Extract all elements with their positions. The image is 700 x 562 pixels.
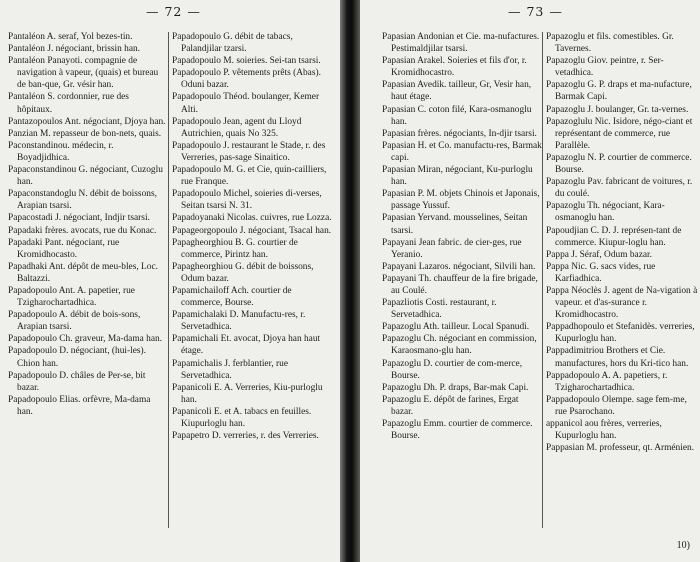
column-divider (542, 32, 543, 528)
directory-entry: Pantaléon S. cordonnier, rue des hôpitaux. (8, 92, 129, 115)
directory-entry: Papazoglu et fils. comestibles. Gr. Tavernes. (546, 32, 674, 55)
directory-entry: Papaconstandoglu N. débit de boissons, Arapian tsarsi. (8, 189, 157, 212)
directory-entry: Papayani Lazaros. négociant, Silvili han. (382, 261, 536, 272)
directory-column (546, 31, 698, 454)
directory-entry: Papayani Th. chauffeur de la fire brigade, au Coulé. (382, 273, 538, 296)
directory-entry: Papasian H. et Co. manufactu-res, Barmak capi. (382, 140, 542, 163)
directory-entry: Papazliotis Costi. restaurant, r. Servetadhica. (382, 298, 497, 321)
column-divider (168, 32, 169, 528)
directory-entry: Papazoglu Giov. peintre, r. Ser-vetadhica. (546, 56, 664, 79)
directory-entry: Pappadopoulo Olempe. sage fem-me, rue Psarochano. (546, 394, 687, 417)
directory-entry: Papoudjian C. D. J. représen-tant de commerce. Kiupur-loglu han. (546, 225, 682, 248)
directory-entry: Papasian Avedik. tailleur, Gr, Vesir han, haut étage. (382, 80, 532, 103)
directory-entry: Papazoglu Emm. courtier de commerce. Bourse. (382, 419, 533, 442)
directory-entry: Papamichalaki D. Manufactu-res, r. Servetadhica. (172, 310, 306, 333)
directory-entry: Papazoglu E. dépôt de farines, Ergat bazar. (382, 394, 519, 417)
directory-entry: Papageorgopoulo J. négociant, Tsacal han. (172, 225, 332, 236)
directory-entry: Papanicoli E. et A. tabacs en feuilles. Kiupurloglu han. (172, 406, 312, 429)
directory-entry: Papadopoulo M. G. et Cie, quin-cailliers, rue Franque. (172, 165, 327, 188)
directory-entry: Papasian Arakel. Soieries et fils d'or, r. Kromidhocastro. (382, 56, 527, 79)
directory-entry: Pappadimitriou Brothers et Cie. manufactures, hors du Kri-tico han. (546, 346, 689, 369)
directory-entry: Papagheorghiou G. débit de boissons, Odum bazar. (172, 261, 314, 284)
directory-entry: Papaconstandinou G. négociant, Cuzoglu han. (8, 165, 163, 188)
directory-entry: Papadopoulo D. châles de Per-se, bit bazar. (8, 370, 146, 393)
directory-column (382, 31, 542, 442)
directory-entry: Pappa Néoclès J. agent de Na-vigation à vapeur. et d'as-surance r. Kromidhocastro. (546, 285, 698, 321)
signature-mark: 10) (676, 540, 690, 551)
directory-entry: Papadaki frères. avocats, rue du Konac. (8, 225, 157, 236)
directory-entry: Pappa J. Séraf, Odum bazar. (546, 249, 652, 260)
directory-entry: appanicol aou frères, verreries, Kupurloglu han. (546, 419, 662, 442)
directory-entry: Papazoglu N. P. courtier de commerce. Bourse. (546, 152, 692, 176)
directory-entry: Panzian M. repasseur de bon-nets, quais. (8, 128, 162, 139)
directory-entry: Papadopoulo M. soieries. Sei-tan tsarsi. (172, 56, 321, 67)
directory-entry: Papamichali Et. avocat, Djoya han haut étage. (172, 334, 321, 357)
directory-entry: Pappadhopoulo et Stefanidès. verreries, Kupurloglu han. (546, 322, 695, 345)
directory-entry: Pantaléon Panayoti. compagnie de navigation à vapeur, (quais) et bureau de ban-que, Gr. vésir han. (8, 56, 159, 91)
directory-entry: Papazoglu G. P. draps et ma-nufacture, Barmak Capi. (546, 80, 692, 103)
directory-entry: Papazoglulu Nic. Isidore, négo-ciant et représentant de commerce, rue Parallèle. (546, 116, 693, 151)
directory-entry: Papasian Andonian et Cie. ma-nufactures. Pestimaldjilar tsarsi. (382, 32, 540, 55)
directory-entry: Papadopoulo G. débit de tabacs, Palandjilar tzarsi. (172, 32, 293, 55)
page-number: — 72 — (146, 4, 201, 19)
directory-entry: Papanicoli E. A. Verreries, Kiu-purloglu han. (172, 382, 323, 405)
directory-entry: Pappasian M. professeur, qt. Arménien. (546, 443, 695, 454)
directory-entry: Papadopoulo Théod. boulanger, Kemer Alti. (172, 92, 320, 115)
directory-entry: Papasian P. M. objets Chinois et Japonais, passage Yussuf. (382, 189, 540, 212)
directory-entry: Papazoglu Pav. fabricant de voitures, r. du coulé. (546, 177, 693, 200)
directory-entry: Papasian frères. négociants, In-djir tsarsi. (382, 128, 537, 139)
directory-entry: Papamichailoff Ach. courtier de commerce, Bourse. (172, 285, 292, 309)
directory-entry: Papadopoulo Ch. graveur, Ma-dama han. (8, 334, 163, 345)
directory-entry: Papazoglu Ath. tailleur. Local Spanudi. (382, 322, 530, 333)
directory-entry: Papasian C. coton filé, Kara-osmanoglu han. (382, 104, 532, 127)
directory-entry: Pappadopoulo A. A. papetiers, r. Tzigharochartadhica. (546, 370, 668, 393)
directory-entry: Papayani Jean fabric. de cier-ges, rue Yeranio. (382, 237, 522, 260)
directory-entry: Papadopoulo D. négociant, (hui-les). Chion han. (8, 346, 146, 369)
directory-entry: Papazoglu J. boulanger, Gr. ta-vernes. (546, 104, 689, 115)
directory-entry: Papadoyanaki Nicolas. cuivres, rue Lozza. (172, 213, 332, 224)
directory-entry: Papadopoulo Ant. A. papetier, rue Tzigharochartadhica. (8, 285, 135, 309)
directory-entry: Papadaki Pant. négociant, rue Kromidhocasto. (8, 237, 120, 260)
directory-entry: Papadopoulo J. restaurant le Stade, r. des Verreries, pas-sage Sinaitico. (172, 140, 326, 163)
directory-entry: Papacostadi J. négociant, Indjir tsarsi. (8, 213, 150, 224)
directory-entry: Papadhaki Ant. dépôt de meu-bles, Loc. Baltazzi. (8, 261, 158, 284)
directory-entry: Papadopoulo P. vêtements prêts (Abas). Oduni bazar. (172, 68, 321, 91)
directory-entry: Papadopoulo Elias. orfèvre, Ma-dama han. (8, 394, 151, 417)
directory-entry: Papapetro D. verreries, r. des Verreries. (172, 431, 319, 442)
directory-entry: Papadopoulo A. débit de bois-sons, Arapian tsarsi. (8, 310, 141, 333)
directory-column (8, 31, 166, 418)
directory-entry: Papazoglu D. courtier de com-merce, Bourse. (382, 358, 523, 381)
page-number: — 73 — (508, 4, 563, 19)
directory-entry: Papadopoulo Michel, soieries di-verses, Seitan tsarsi N. 31. (172, 189, 322, 212)
left-page (0, 0, 343, 562)
directory-entry: Papadopoulo Jean, agent du Lloyd Autrichien, quais No 325. (172, 116, 302, 139)
directory-entry: Papasian Yervand. mousselines, Seitan tsarsi. (382, 213, 528, 236)
directory-entry: Pappa Nic. G. sacs vides, rue Karfiadhica. (546, 261, 656, 284)
directory-entry: Papazoglu Ch. négociant en commission, Karaosmano-glu han. (382, 334, 537, 357)
directory-entry: Papazoglu Dh. P. draps, Bar-mak Capi. (382, 382, 529, 393)
directory-entry: Pantaléon A. seraf, Yol bezes-tin. (8, 32, 133, 42)
directory-entry: Papamichalis J. ferblantier, rue Servetadhica. (172, 358, 288, 381)
right-page (356, 0, 700, 562)
directory-entry: Papasian Miran, négociant, Ku-purloglu han. (382, 165, 533, 188)
directory-entry: Pantaléon J. négociant, brissin han. (8, 44, 141, 55)
directory-entry: Papagheorghiou B. G. courtier de commerce, Pirintz han. (172, 237, 298, 260)
directory-column (172, 31, 334, 442)
directory-entry: Paconstandinou. médecin, r. Boyadjidhica. (8, 140, 114, 163)
directory-entry: Pantazopoulos Ant. négociant, Djoya han. (8, 116, 166, 127)
directory-entry: Papazoglu Th. négociant, Kara-osmanoglu han. (546, 201, 665, 224)
